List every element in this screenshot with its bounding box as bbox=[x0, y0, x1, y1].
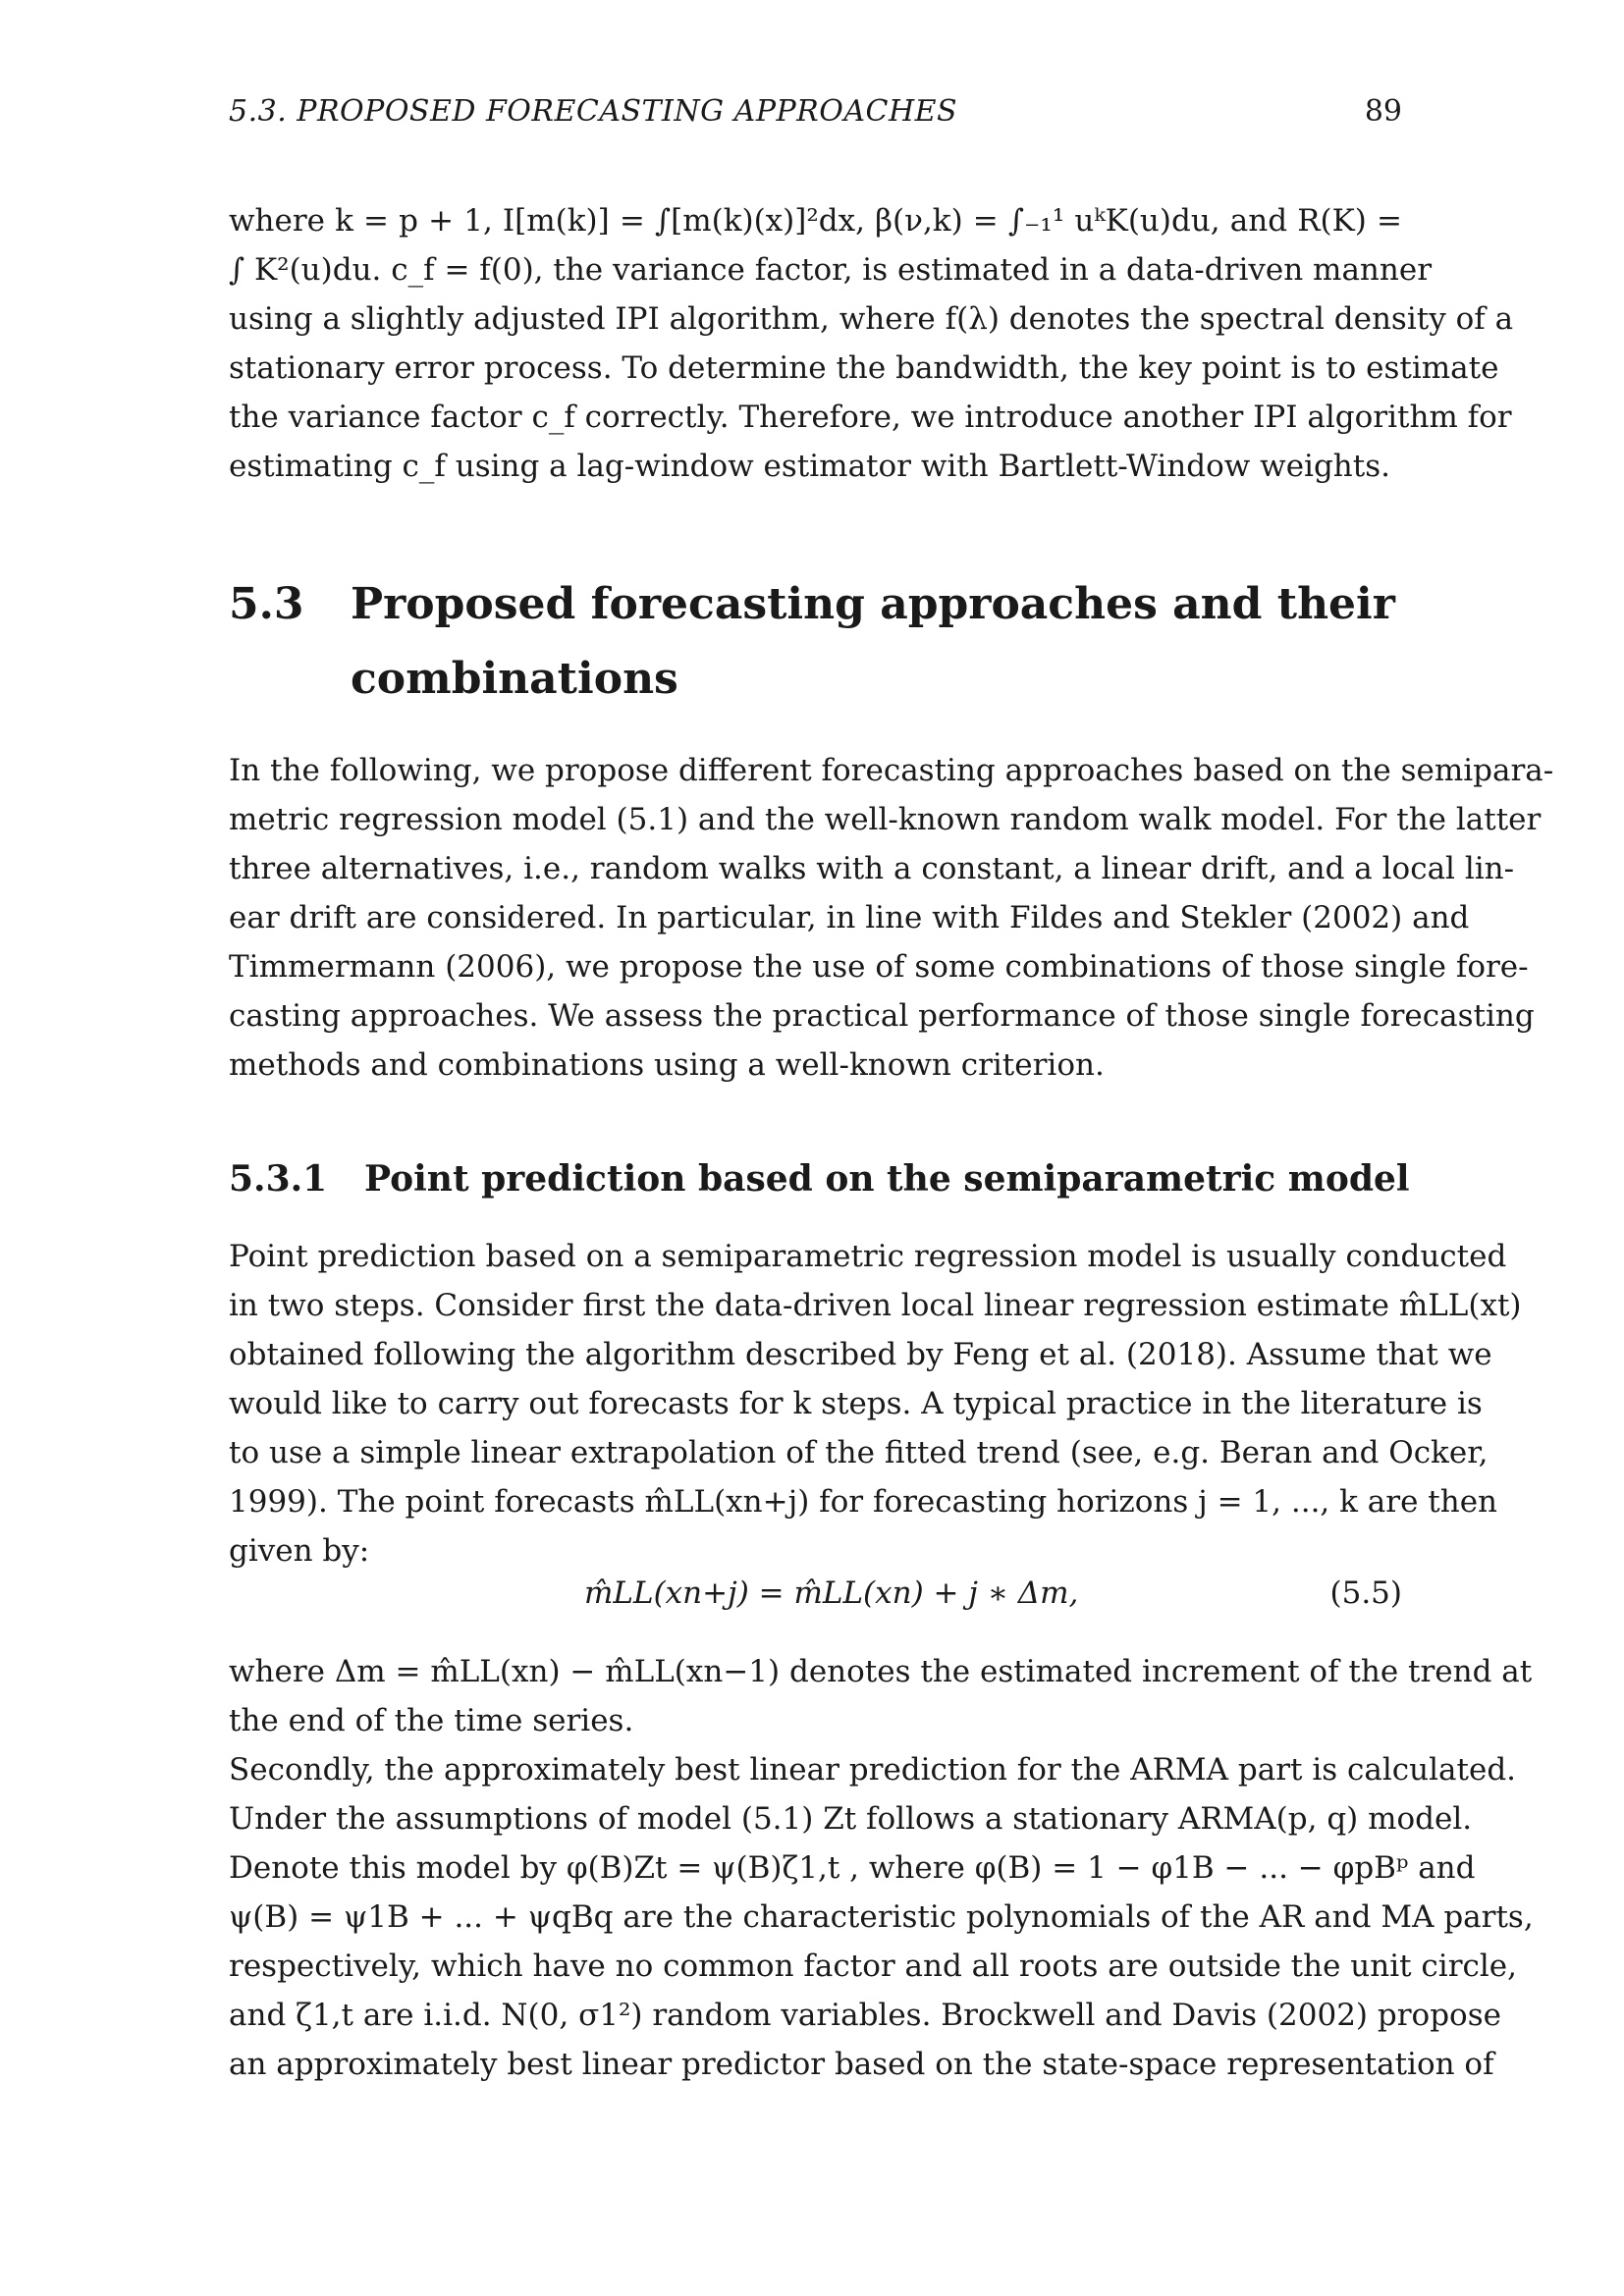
running-head-title: 5.3. PROPOSED FORECASTING APPROACHES bbox=[229, 94, 958, 129]
text-line: in two steps. Consider first the data-driven local linear regression estimate m̂LL(xt) bbox=[229, 1288, 1522, 1323]
text-line: to use a simple linear extrapolation of the fitted trend (see, e.g. Beran and Ocker, bbox=[229, 1435, 1489, 1470]
text-line: Timmermann (2006), we propose the use of some combinations of those single fore- bbox=[229, 949, 1529, 985]
text-line: ∫ K²(u)du. c_f = f(0), the variance factor, is estimated in a data-driven manner bbox=[229, 252, 1433, 288]
text-line: three alternatives, i.e., random walks with a constant, a linear drift, and a local lin- bbox=[229, 851, 1515, 886]
after-equation-paragraph bbox=[229, 1647, 1533, 1745]
text-line: Secondly, the approximately best linear prediction for the ARMA part is calculated. bbox=[229, 1752, 1517, 1788]
text-line: ear drift are considered. In particular, in line with Fildes and Stekler (2002) and bbox=[229, 900, 1470, 935]
text-line: 1999). The point forecasts m̂LL(xn+j) for forecasting horizons j = 1, ..., k are then bbox=[229, 1484, 1498, 1520]
text-line: casting approaches. We assess the practical performance of those single forecasting bbox=[229, 998, 1535, 1034]
text-line: where k = p + 1, I[m(k)] = ∫[m(k)(x)]²dx, β(ν,k) = ∫₋₁¹ uᵏK(u)du, and R(K) = bbox=[229, 203, 1402, 239]
text-line: given by: bbox=[229, 1533, 370, 1569]
text-line: an approximately best linear predictor based on the state-space representation of bbox=[229, 2047, 1494, 2082]
subsection-paragraph bbox=[229, 1232, 1522, 1575]
page-number: 89 bbox=[1364, 94, 1402, 129]
section-title: Proposed forecasting approaches and their combinations bbox=[351, 579, 1395, 704]
text-line: respectively, which have no common factor and all roots are outside the unit circle, bbox=[229, 1949, 1518, 1984]
subsection-number: 5.3.1 bbox=[229, 1158, 328, 1200]
subsection-title: Point prediction based on the semiparametric model bbox=[364, 1158, 1410, 1200]
text-line: obtained following the algorithm described by Feng et al. (2018). Assume that we bbox=[229, 1337, 1492, 1372]
second-paragraph bbox=[229, 1745, 1534, 2089]
text-line: methods and combinations using a well-known criterion. bbox=[229, 1047, 1105, 1083]
section-paragraph bbox=[229, 746, 1554, 1090]
text-line: the variance factor c_f correctly. Therefore, we introduce another IPI algorithm for bbox=[229, 400, 1512, 435]
section-number: 5.3 bbox=[229, 579, 304, 629]
running-head bbox=[229, 94, 1402, 133]
text-line: Under the assumptions of model (5.1) Zt follows a stationary ARMA(p, q) model. bbox=[229, 1801, 1473, 1837]
text-line: ψ(B) = ψ1B + ... + ψqBq are the characteristic polynomials of the AR and MA parts, bbox=[229, 1899, 1534, 1935]
text-line: where Δm = m̂LL(xn) − m̂LL(xn−1) denotes the estimated increment of the trend at bbox=[229, 1654, 1533, 1689]
text-line: would like to carry out forecasts for k steps. A typical practice in the literature is bbox=[229, 1386, 1483, 1421]
equation-number: (5.5) bbox=[1329, 1575, 1402, 1611]
intro-paragraph bbox=[229, 196, 1514, 491]
text-line: In the following, we propose different forecasting approaches based on the semipara- bbox=[229, 753, 1554, 788]
text-line: using a slightly adjusted IPI algorithm, where f(λ) denotes the spectral density of a bbox=[229, 301, 1514, 337]
text-line: Denote this model by φ(B)Zt = ψ(B)ζ1,t , where φ(B) = 1 − φ1B − ... − φpBᵖ and bbox=[229, 1850, 1476, 1886]
text-line: estimating c_f using a lag-window estimator with Bartlett-Window weights. bbox=[229, 449, 1390, 484]
equation-body: m̂LL(xn+j) = m̂LL(xn) + j ∗ Δm, bbox=[584, 1575, 1079, 1611]
equation-5-5 bbox=[229, 1569, 1402, 1618]
text-line: stationary error process. To determine the bandwidth, the key point is to estimate bbox=[229, 350, 1499, 386]
text-line: metric regression model (5.1) and the well-known random walk model. For the latter bbox=[229, 802, 1542, 837]
text-line: the end of the time series. bbox=[229, 1703, 634, 1738]
text-line: Point prediction based on a semiparametric regression model is usually conducted bbox=[229, 1239, 1507, 1274]
text-line: and ζ1,t are i.i.d. N(0, σ1²) random variables. Brockwell and Davis (2002) propose bbox=[229, 1998, 1501, 2033]
